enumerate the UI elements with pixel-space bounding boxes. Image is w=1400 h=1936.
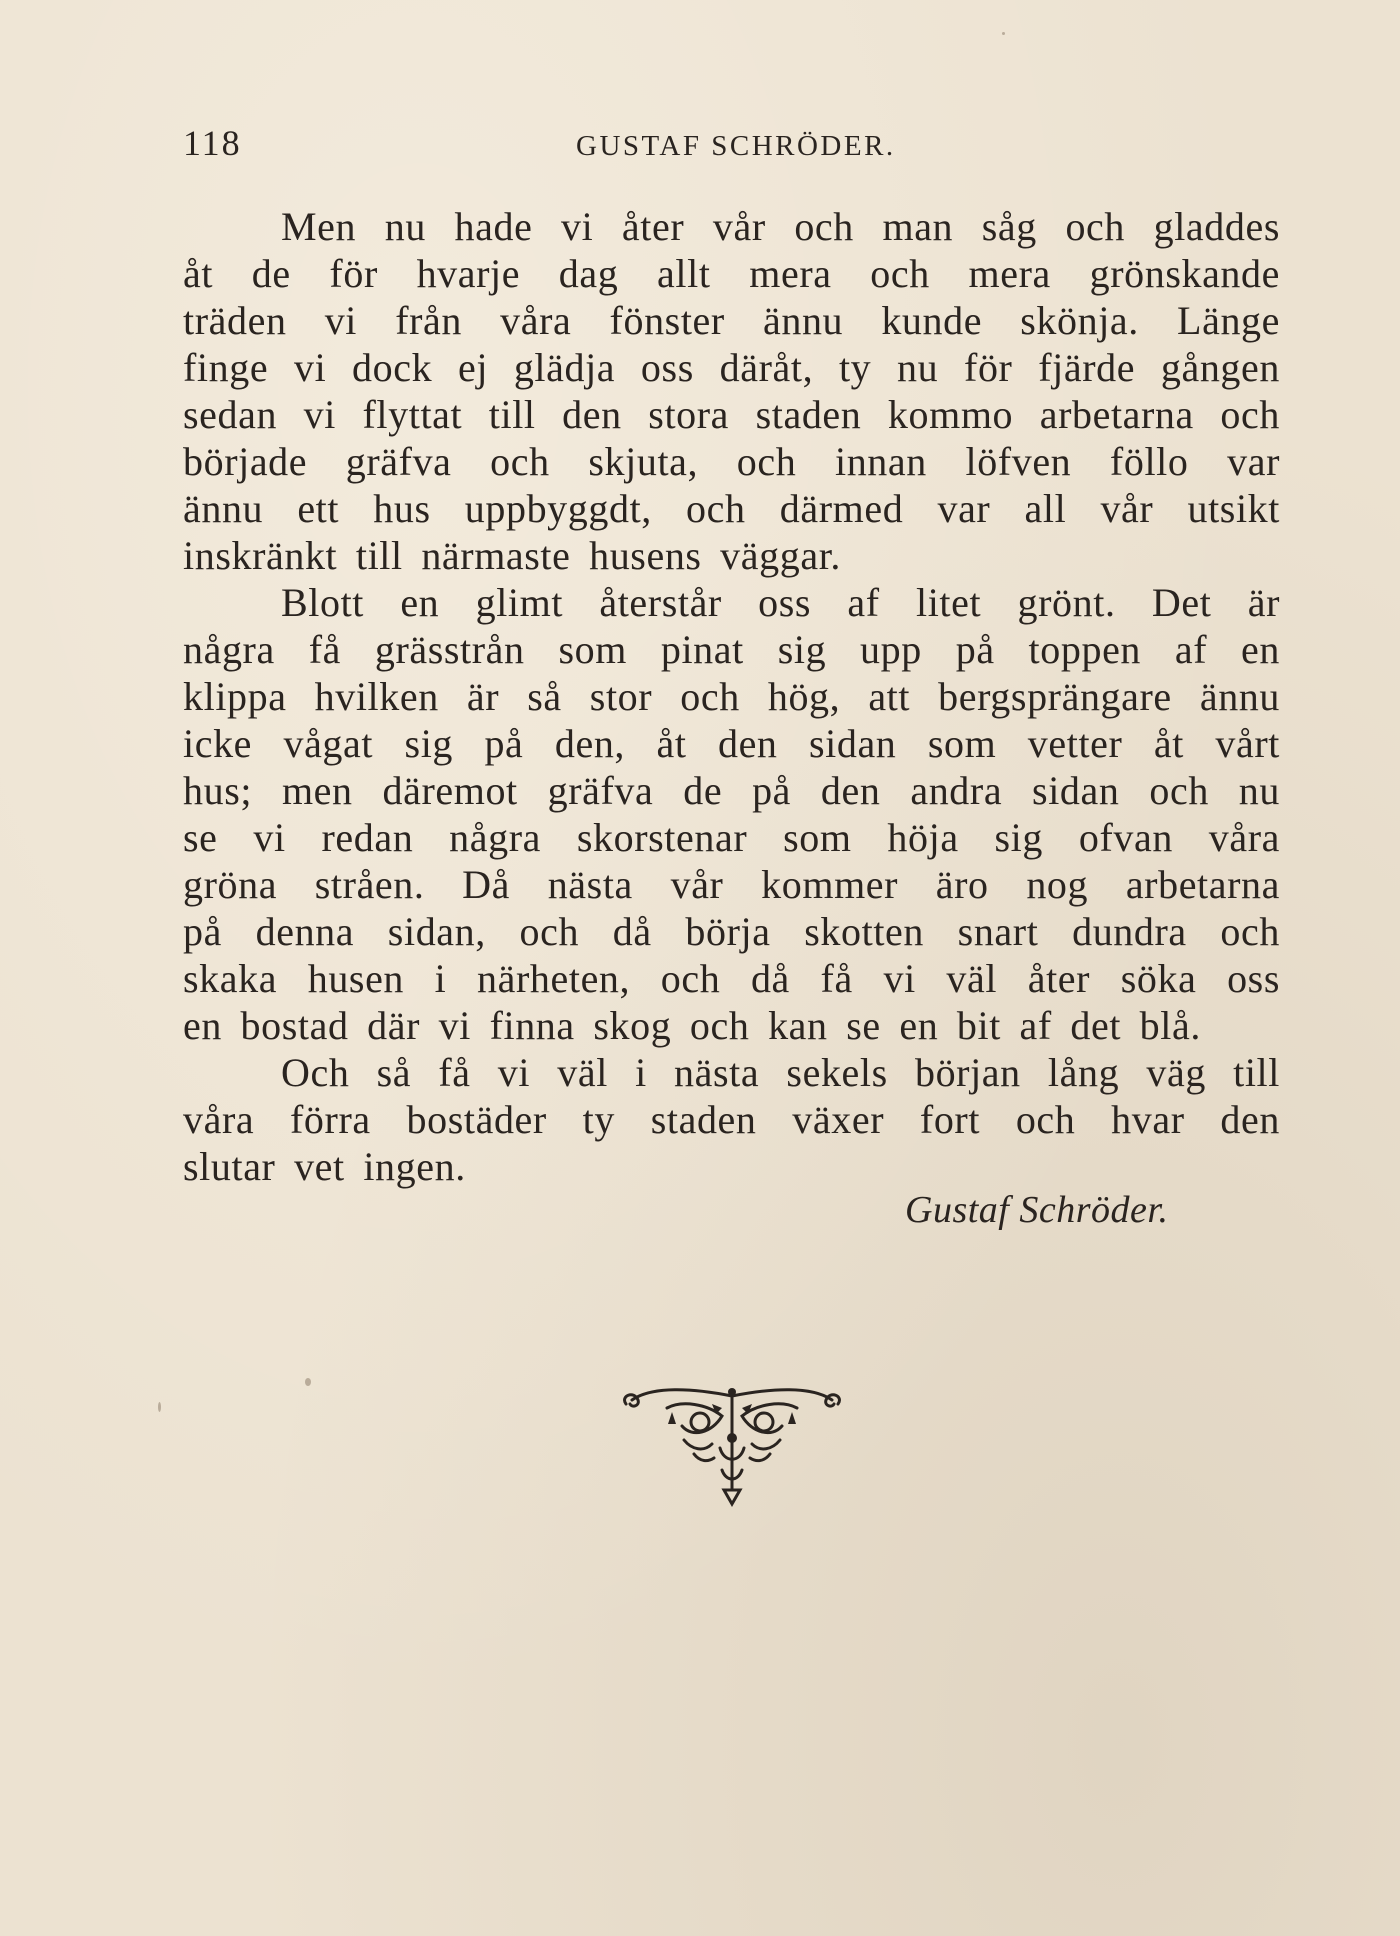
- text-line: slutar vet ingen.: [183, 1144, 466, 1189]
- paper-speck: [305, 1378, 311, 1386]
- text-line: klippa hvilken är så stor och hög, att bergsprängare ännu: [183, 674, 1280, 719]
- text-line: en bostad där vi finna skog och kan se en bit af det blå.: [183, 1003, 1201, 1048]
- text-line: åt de för hvarje dag allt mera och mera grönskande: [183, 251, 1280, 296]
- text-line: på denna sidan, och då börja skotten snart dundra och: [183, 909, 1280, 954]
- text-line: våra förra bostäder ty staden växer fort och hvar den: [183, 1097, 1280, 1142]
- author-signature: Gustaf Schröder.: [905, 1189, 1169, 1231]
- text-line: Och så få vi väl i nästa sekels början lång väg till: [281, 1050, 1280, 1095]
- text-line: hus; men däremot gräfva de på den andra sidan och nu: [183, 768, 1280, 813]
- text-line: började gräfva och skjuta, och innan löfven föllo var: [183, 439, 1280, 484]
- paper-speck: [158, 1402, 161, 1412]
- text-line: skaka husen i närheten, och då få vi väl åter söka oss: [183, 956, 1280, 1001]
- text-line: Blott en glimt återstår oss af litet grönt. Det är: [281, 580, 1280, 625]
- text-line: några få grässtrån som pinat sig upp på toppen af en: [183, 627, 1280, 672]
- text-line: Men nu hade vi åter vår och man såg och gladdes: [281, 204, 1280, 249]
- paper-speck: [1002, 32, 1005, 35]
- text-line: finge vi dock ej glädja oss däråt, ty nu för fjärde gången: [183, 345, 1280, 390]
- text-line: ännu ett hus uppbyggdt, och därmed var all vår utsikt: [183, 486, 1280, 531]
- body-text: [183, 203, 1280, 1190]
- text-line: inskränkt till närmaste husens väggar.: [183, 533, 842, 578]
- page-number: 118: [183, 123, 242, 163]
- text-line: icke vågat sig på den, åt den sidan som vetter åt vårt: [183, 721, 1280, 766]
- text-line: gröna stråen. Då nästa vår kommer äro nog arbetarna: [183, 862, 1280, 907]
- page-header: [183, 122, 1285, 172]
- running-head: GUSTAF SCHRÖDER.: [576, 130, 896, 162]
- text-line: se vi redan några skorstenar som höja sig ofvan våra: [183, 815, 1280, 860]
- text-line: sedan vi flyttat till den stora staden kommo arbetarna och: [183, 392, 1280, 437]
- text-line: träden vi från våra fönster ännu kunde skönja. Länge: [183, 298, 1280, 343]
- fleuron-ornament-icon: [612, 1378, 852, 1508]
